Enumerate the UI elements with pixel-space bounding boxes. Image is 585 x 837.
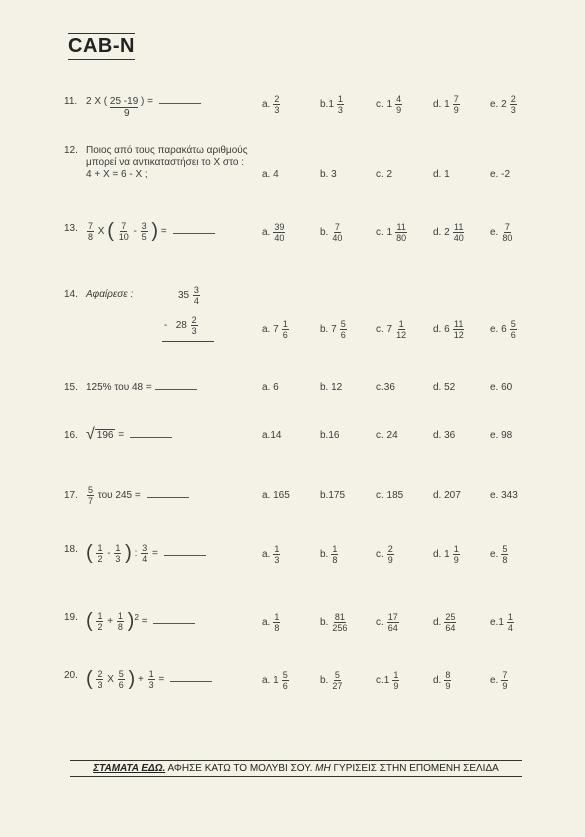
question-19 [64, 610, 534, 638]
option-a[interactable]: a. $\frac{39}{40}$ [262, 222, 285, 243]
question-number: 11. [64, 96, 78, 107]
option-d[interactable]: d. 207 [433, 490, 461, 501]
answer-blank [147, 497, 189, 498]
option-d[interactable]: d. $\frac{25}{64}$ [433, 612, 456, 633]
question-stem: ( $\frac{1}{2}$ - $\frac{1}{3}$ ) : $\frac{3}{4}$ = [86, 542, 206, 565]
option-c[interactable]: c. 1 $\frac{4}{9}$ [376, 94, 402, 115]
option-b[interactable]: b. 7 $\frac{5}{6}$ [320, 319, 346, 340]
question-14 [64, 285, 534, 345]
option-a[interactable]: a. 165 [262, 490, 290, 501]
option-d[interactable]: d. 1 $\frac{1}{9}$ [433, 544, 459, 565]
question-number: 16. [64, 430, 78, 441]
question-11 [64, 94, 534, 124]
page-title: CAB-N [68, 33, 135, 60]
option-e[interactable]: e. $\frac{7}{9}$ [490, 670, 508, 691]
answer-blank [170, 681, 212, 682]
option-d[interactable]: d. 36 [433, 430, 456, 441]
question-17 [64, 485, 534, 513]
question-number: 13. [64, 223, 78, 234]
question-18 [64, 542, 534, 570]
option-c[interactable]: c. 185 [376, 490, 404, 501]
question-label: Αφαίρεσε : [86, 289, 134, 300]
option-d[interactable]: d. $\frac{8}{9}$ [433, 670, 451, 691]
turn-text: ΓΥΡΙΣΕΙΣ ΣΤΗΝ ΕΠΟΜΕΝΗ ΣΕΛΙΔΑ [330, 763, 499, 774]
option-a[interactable]: a.14 [262, 430, 282, 441]
question-stem: ( $\frac{2}{3}$ X $\frac{5}{6}$ ) + $\frac{1}{3}$ = [86, 668, 212, 691]
question-stem: √ 196 = [86, 426, 172, 444]
subtraction-line [162, 341, 214, 342]
option-b[interactable]: b. 12 [320, 382, 343, 393]
option-d[interactable]: d. 52 [433, 382, 456, 393]
option-b[interactable]: b.1 $\frac{1}{3}$ [320, 94, 343, 115]
answer-blank [164, 555, 206, 556]
question-number: 19. [64, 612, 78, 623]
option-a[interactable]: a. 4 [262, 169, 279, 180]
option-c[interactable]: c. 2 [376, 169, 393, 180]
question-number: 20. [64, 670, 78, 681]
option-b[interactable]: b. $\frac{7}{40}$ [320, 222, 343, 243]
option-a[interactable]: a. $\frac{1}{3}$ [262, 544, 280, 565]
option-e[interactable]: e. 2 $\frac{2}{3}$ [490, 94, 516, 115]
option-b[interactable]: b. $\frac{81}{256}$ [320, 612, 348, 633]
option-e[interactable]: e. $\frac{7}{80}$ [490, 222, 513, 243]
question-stem: $\frac{7}{8}$ X ( $\frac{7}{10}$ - $\frac{3}{5}$ ) = [86, 220, 215, 243]
option-a[interactable]: a. $\frac{2}{3}$ [262, 94, 280, 115]
answer-blank [130, 437, 172, 438]
option-c[interactable]: c. $\frac{17}{64}$ [376, 612, 398, 633]
question-number: 18. [64, 544, 78, 555]
option-e[interactable]: e.1 $\frac{1}{4}$ [490, 612, 513, 633]
question-stem: $\frac{5}{7}$ του 245 = [86, 485, 189, 506]
option-c[interactable]: c. 1 $\frac{11}{80}$ [376, 222, 407, 243]
sqrt-icon: √ [86, 426, 95, 443]
dont-text: ΜΗ [315, 763, 331, 774]
answer-blank [173, 233, 215, 234]
question-line-3: 4 + Χ = 6 - Χ ; [86, 169, 148, 180]
option-c[interactable]: c. $\frac{2}{9}$ [376, 544, 393, 565]
denominator: 9 [124, 108, 130, 119]
subtrahend: - 28 $\frac{2}{3}$ [164, 315, 197, 336]
question-16 [64, 428, 534, 446]
option-a[interactable]: a. 1 $\frac{5}{6}$ [262, 670, 288, 691]
question-stem: ( $\frac{1}{2}$ + $\frac{1}{8}$ )$^2$ = [86, 610, 195, 633]
option-e[interactable]: e. -2 [490, 169, 511, 180]
question-20 [64, 668, 534, 696]
answer-blank [153, 623, 195, 624]
question-line-2: μπορεί να αντικαταστήσει το Χ στο : [86, 157, 244, 168]
option-c[interactable]: c. 24 [376, 430, 398, 441]
option-b[interactable]: b.175 [320, 490, 346, 501]
option-b[interactable]: b.16 [320, 430, 340, 441]
question-stem: 125% του 48 = [86, 382, 197, 393]
option-c[interactable]: c. 7 $\frac{1}{12}$ [376, 319, 407, 340]
question-line-1: Ποιος από τους παρακάτω αριθμούς [86, 145, 248, 156]
option-b[interactable]: b. 3 [320, 169, 337, 180]
option-e[interactable]: e. $\frac{5}{8}$ [490, 544, 508, 565]
option-e[interactable]: e. 60 [490, 382, 513, 393]
option-e[interactable]: e. 98 [490, 430, 513, 441]
question-number: 14. [64, 289, 78, 300]
option-b[interactable]: b. $\frac{5}{27}$ [320, 670, 343, 691]
pencil-text: ΑΦΗΣΕ ΚΑΤΩ ΤΟ ΜΟΛΥΒΙ ΣΟΥ. [165, 763, 316, 774]
stop-notice [70, 760, 522, 777]
option-a[interactable]: a. 6 [262, 382, 279, 393]
question-number: 12. [64, 145, 78, 156]
question-13 [64, 220, 534, 250]
question-12 [64, 145, 534, 185]
answer-blank [159, 103, 201, 104]
stop-text: ΣΤΑΜΑΤΑ ΕΔΩ. [93, 763, 166, 774]
question-number: 17. [64, 490, 78, 501]
option-d[interactable]: d. 1 [433, 169, 450, 180]
question-15 [64, 382, 534, 398]
option-c[interactable]: c.36 [376, 382, 395, 393]
option-e[interactable]: e. 6 $\frac{5}{6}$ [490, 319, 516, 340]
option-d[interactable]: d. 1 $\frac{7}{9}$ [433, 94, 459, 115]
option-d[interactable]: d. 2 $\frac{11}{40}$ [433, 222, 464, 243]
option-a[interactable]: a. 7 $\frac{1}{6}$ [262, 319, 288, 340]
option-d[interactable]: d. 6 $\frac{11}{12}$ [433, 319, 464, 340]
option-b[interactable]: b. $\frac{1}{8}$ [320, 544, 338, 565]
option-e[interactable]: e. 343 [490, 490, 518, 501]
question-stem: 2 X ( 25 -19 ) = [86, 96, 201, 107]
minuend: 35 $\frac{3}{4}$ [178, 285, 199, 306]
answer-blank [155, 389, 197, 390]
option-c[interactable]: c.1 $\frac{1}{9}$ [376, 670, 399, 691]
question-number: 15. [64, 382, 78, 393]
option-a[interactable]: a. $\frac{1}{8}$ [262, 612, 280, 633]
